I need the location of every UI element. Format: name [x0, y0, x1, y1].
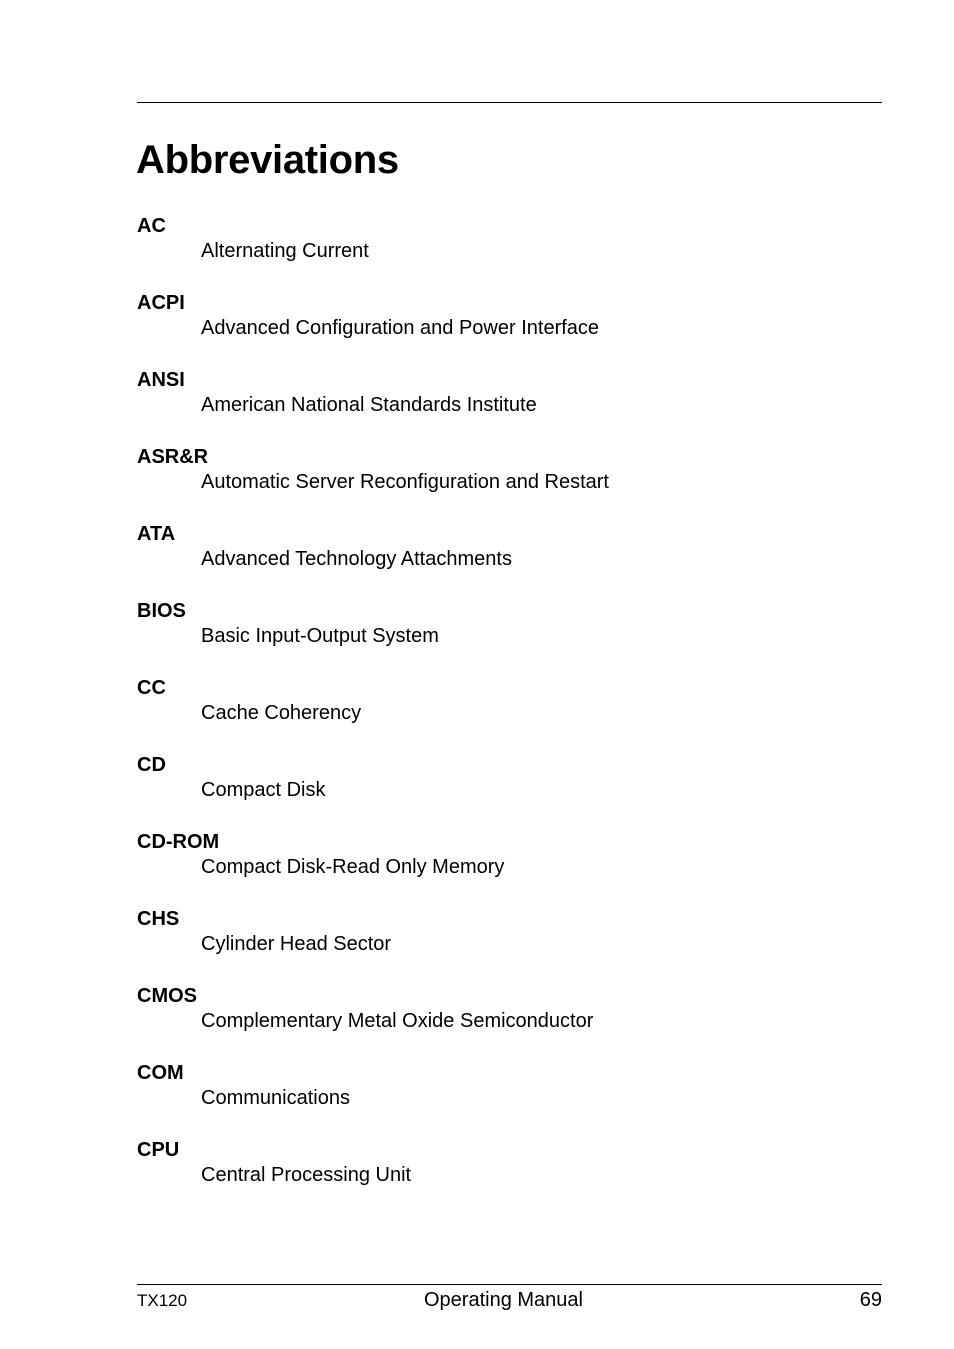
footer-page-number: 69	[859, 1289, 882, 1311]
abbreviation-entry	[137, 829, 882, 906]
abbreviation-definition: Central Processing Unit	[201, 1164, 412, 1186]
footer-manual-title: Operating Manual	[424, 1289, 583, 1311]
abbreviation-definition: Complementary Metal Oxide Semiconductor	[201, 1010, 594, 1032]
footer-product: TX120	[137, 1291, 188, 1310]
header-rule	[137, 102, 882, 103]
abbreviation-entry	[137, 444, 882, 521]
abbreviation-term: AC	[137, 215, 166, 237]
abbreviation-definition: Basic Input-Output System	[201, 625, 439, 647]
abbreviation-definition: Cylinder Head Sector	[201, 933, 392, 955]
abbreviation-term: CHS	[137, 908, 180, 930]
abbreviation-definition: Compact Disk-Read Only Memory	[201, 856, 505, 878]
abbreviation-term: CMOS	[137, 985, 197, 1007]
abbreviation-definition: Advanced Configuration and Power Interface	[201, 317, 600, 339]
abbreviation-definition: Advanced Technology Attachments	[201, 548, 512, 570]
abbreviation-term: CC	[137, 677, 166, 699]
abbreviation-entry	[137, 367, 882, 444]
abbreviation-entry	[137, 752, 882, 829]
abbreviation-entry	[137, 675, 882, 752]
abbreviation-term: ATA	[137, 523, 176, 545]
abbreviation-list	[137, 213, 882, 1214]
abbreviation-term: ACPI	[137, 292, 185, 314]
abbreviation-entry	[137, 1060, 882, 1137]
abbreviation-definition: Communications	[201, 1087, 350, 1109]
abbreviation-entry	[137, 1137, 882, 1214]
abbreviation-term: COM	[137, 1062, 184, 1084]
footer-rule	[137, 1284, 882, 1285]
abbreviation-term: CD-ROM	[137, 831, 220, 853]
abbreviation-definition: Alternating Current	[201, 240, 369, 262]
abbreviation-term: ASR&R	[137, 446, 209, 468]
abbreviation-entry	[137, 983, 882, 1060]
abbreviation-definition: American National Standards Institute	[201, 394, 537, 416]
abbreviation-entry	[137, 290, 882, 367]
abbreviation-definition: Compact Disk	[201, 779, 326, 801]
abbreviation-term: CD	[137, 754, 166, 776]
abbreviation-entry	[137, 213, 882, 290]
abbreviation-term: CPU	[137, 1139, 180, 1161]
abbreviation-definition: Cache Coherency	[201, 702, 362, 724]
abbreviation-entry	[137, 598, 882, 675]
abbreviation-entry	[137, 906, 882, 983]
abbreviation-term: BIOS	[137, 600, 186, 622]
abbreviation-definition: Automatic Server Reconfiguration and Restart	[201, 471, 609, 493]
abbreviation-entry	[137, 521, 882, 598]
page-title: Abbreviations	[136, 138, 399, 182]
abbreviation-term: ANSI	[137, 369, 185, 391]
